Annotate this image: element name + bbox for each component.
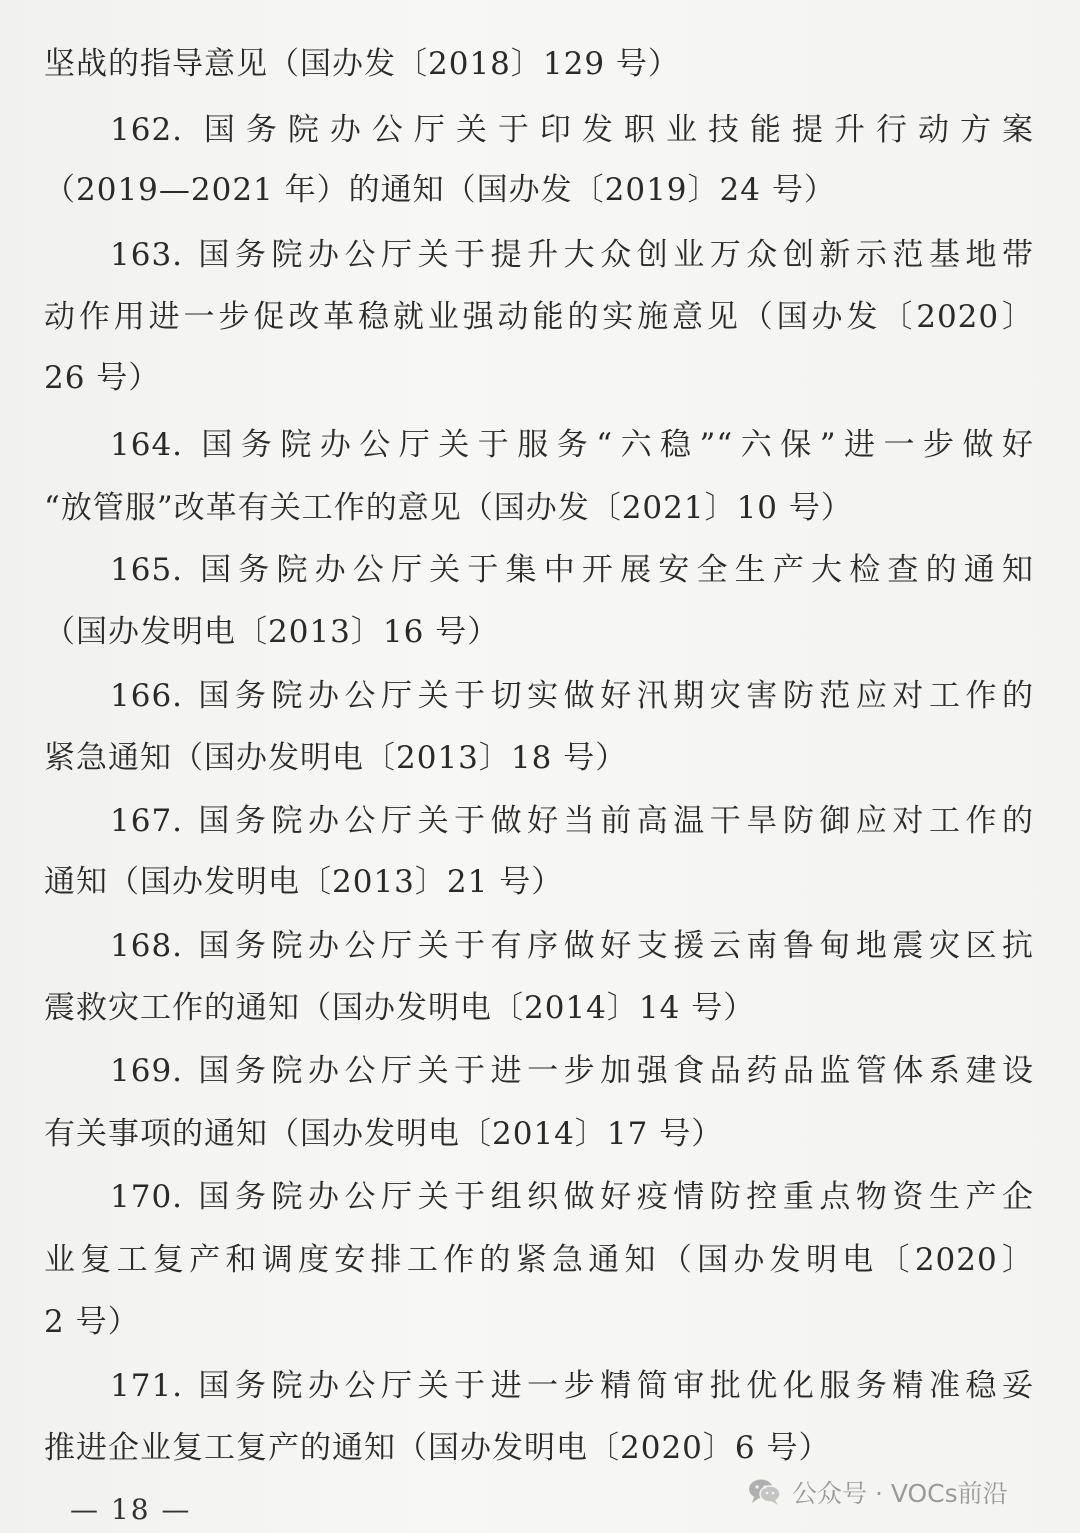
text-line: 有关事项的通知（国办发明电〔2014〕17 号） bbox=[44, 1116, 724, 1152]
text-line: 168. 国务院办公厅关于有序做好支援云南鲁甸地震灾区抗 bbox=[110, 928, 1034, 964]
text-line: 业复工复产和调度安排工作的紧急通知（国办发明电〔2020〕 bbox=[44, 1242, 1034, 1278]
text-line: 162. 国务院办公厅关于印发职业技能提升行动方案 bbox=[110, 112, 1034, 148]
text-line: 164. 国务院办公厅关于服务“六稳”“六保”进一步做好 bbox=[110, 427, 1034, 463]
text-line: 165. 国务院办公厅关于集中开展安全生产大检查的通知 bbox=[110, 552, 1034, 588]
text-line: 170. 国务院办公厅关于组织做好疫情防控重点物资生产企 bbox=[110, 1179, 1034, 1215]
wechat-icon bbox=[748, 1478, 782, 1506]
text-line: 推进企业复工复产的通知（国办发明电〔2020〕6 号） bbox=[44, 1430, 831, 1466]
text-line: 紧急通知（国办发明电〔2013〕18 号） bbox=[44, 740, 628, 776]
text-line: （国办发明电〔2013〕16 号） bbox=[44, 614, 500, 650]
text-line: 166. 国务院办公厅关于切实做好汛期灾害防范应对工作的 bbox=[110, 678, 1034, 714]
text-line: 167. 国务院办公厅关于做好当前高温干旱防御应对工作的 bbox=[110, 803, 1034, 839]
text-line: 动作用进一步促改革稳就业强动能的实施意见（国办发〔2020〕 bbox=[44, 299, 1034, 335]
text-line: （2019—2021 年）的通知（国办发〔2019〕24 号） bbox=[44, 172, 836, 208]
page-number: — 18 — bbox=[70, 1493, 192, 1526]
text-line: 171. 国务院办公厅关于进一步精简审批优化服务精准稳妥 bbox=[110, 1368, 1034, 1404]
text-line: 通知（国办发明电〔2013〕21 号） bbox=[44, 864, 564, 900]
text-line: “放管服”改革有关工作的意见（国办发〔2021〕10 号） bbox=[44, 490, 853, 526]
text-line: 坚战的指导意见（国办发〔2018〕129 号） bbox=[44, 46, 680, 82]
watermark bbox=[748, 1472, 1008, 1512]
text-line: 2 号） bbox=[44, 1304, 140, 1340]
watermark-text: 公众号 · VOCs前沿 bbox=[792, 1479, 1008, 1508]
text-line: 169. 国务院办公厅关于进一步加强食品药品监管体系建设 bbox=[110, 1053, 1034, 1089]
text-line: 26 号） bbox=[44, 360, 161, 396]
text-line: 震救灾工作的通知（国办发明电〔2014〕14 号） bbox=[44, 990, 756, 1026]
text-line: 163. 国务院办公厅关于提升大众创业万众创新示范基地带 bbox=[110, 237, 1034, 273]
